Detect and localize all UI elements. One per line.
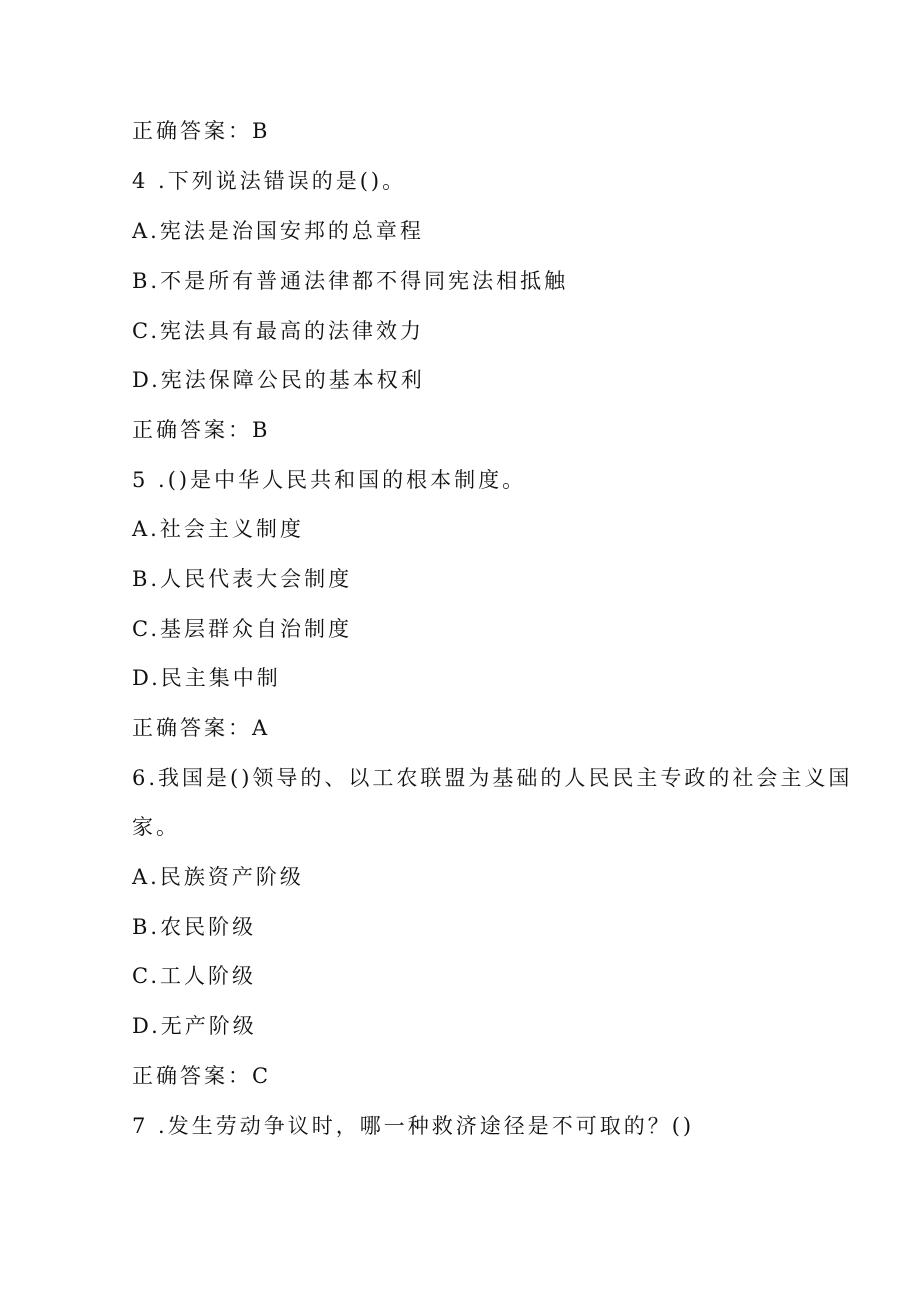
option-c: C.宪法具有最高的法律效力 [132,319,424,343]
option-b: B.不是所有普通法律都不得同宪法相抵触 [132,269,569,293]
answer-line: 正确答案：B [132,418,271,442]
question-5: 5 .()是中华人民共和国的根本制度。 [132,468,527,492]
option-c: C.工人阶级 [132,964,256,988]
option-d: D.宪法保障公民的基本权利 [132,368,425,392]
option-a: A.民族资产阶级 [132,865,304,889]
option-b: B.农民阶级 [132,915,257,939]
answer-line: 正确答案：B [132,119,271,143]
question-4: 4 .下列说法错误的是()。 [132,169,407,193]
answer-line: 正确答案：A [132,716,271,740]
option-d: D.民主集中制 [132,666,281,690]
option-a: A.社会主义制度 [132,517,304,541]
question-6: 6.我国是()领导的、以工农联盟为基础的人民民主专政的社会主义国 [132,766,853,790]
option-d: D.无产阶级 [132,1014,257,1038]
option-a: A.宪法是治国安邦的总章程 [132,219,424,243]
option-c: C.基层群众自治制度 [132,617,352,641]
option-b: B.人民代表大会制度 [132,567,353,591]
question-7: 7 .发生劳动争议时，哪一种救济途径是不可取的？() [132,1114,695,1138]
question-6-continuation: 家。 [132,815,180,839]
answer-line: 正确答案：C [132,1064,272,1088]
